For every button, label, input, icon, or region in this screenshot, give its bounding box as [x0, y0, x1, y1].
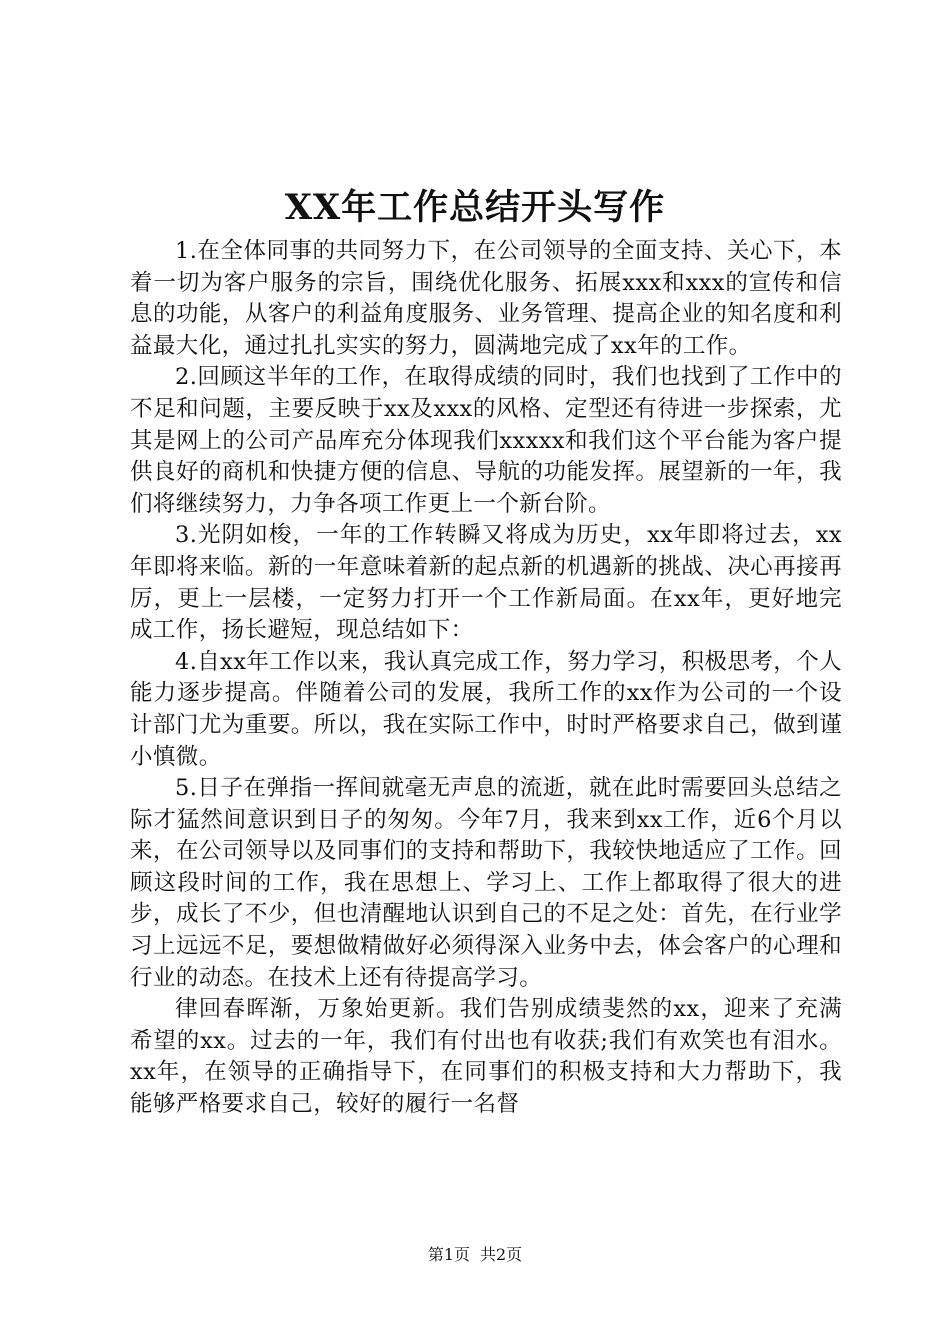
page-number: 第1页 [427, 1245, 470, 1264]
document-body [130, 236, 842, 1121]
page-total: 共2页 [480, 1245, 523, 1264]
document-title: XX年工作总结开头写作 [284, 187, 666, 228]
paragraph-1: 1.在全体同事的共同努力下，在公司领导的全面支持、关心下，本着一切为客户服务的宗旨，围绕优化服务、拓展xxx和xxx的宣传和信息的功能，从客户的利益角度服务、业务管理、提高企业的知名度和利益最大化，通过扎扎实实的努力，圆满地完成了xx年的工作。 [130, 238, 842, 359]
paragraph-2: 2.回顾这半年的工作，在取得成绩的同时，我们也找到了工作中的不足和问题，主要反映于xx及xxx的风格、定型还有待进一步探索，尤其是网上的公司产品库充分体现我们xxxxx和我们这个平台能为客户提供良好的商机和快捷方便的信息、导航的功能发挥。展望新的一年，我们将继续努力，力争各项工作更上一个新台阶。 [130, 364, 842, 517]
paragraph-5: 5.日子在弹指一挥间就毫无声息的流逝，就在此时需要回头总结之际才猛然间意识到日子的匆匆。今年7月，我来到xx工作，近6个月以来，在公司领导以及同事们的支持和帮助下，我较快地适应了工作。回顾这段时间的工作，我在思想上、学习上、工作上都取得了很大的进步，成长了不少，但也清醒地认识到自己的不足之处：首先，在行业学习上远远不足，要想做精做好必须得深入业务中去，体会客户的心理和行业的动态。在技术上还有待提高学习。 [130, 775, 842, 991]
paragraph-6: 律回春晖渐，万象始更新。我们告别成绩斐然的xx，迎来了充满希望的xx。过去的一年，我们有付出也有收获;我们有欢笑也有泪水。xx年，在领导的正确指导下，在同事们的积极支持和大力帮助下，我能够严格要求自己，较好的履行一名督 [130, 996, 842, 1118]
paragraph-3: 3.光阴如梭，一年的工作转瞬又将成为历史，xx年即将过去，xx年即将来临。新的一年意味着新的起点新的机遇新的挑战、决心再接再厉，更上一层楼，一定努力打开一个工作新局面。在xx年，更好地完成工作，扬长避短，现总结如下： [130, 522, 842, 644]
page-footer [0, 1244, 950, 1266]
paragraph-4: 4.自xx年工作以来，我认真完成工作，努力学习，积极思考，个人能力逐步提高。伴随着公司的发展，我所工作的xx作为公司的一个设计部门尤为重要。所以，我在实际工作中，时时严格要求自己，做到谨小慎微。 [130, 648, 842, 770]
